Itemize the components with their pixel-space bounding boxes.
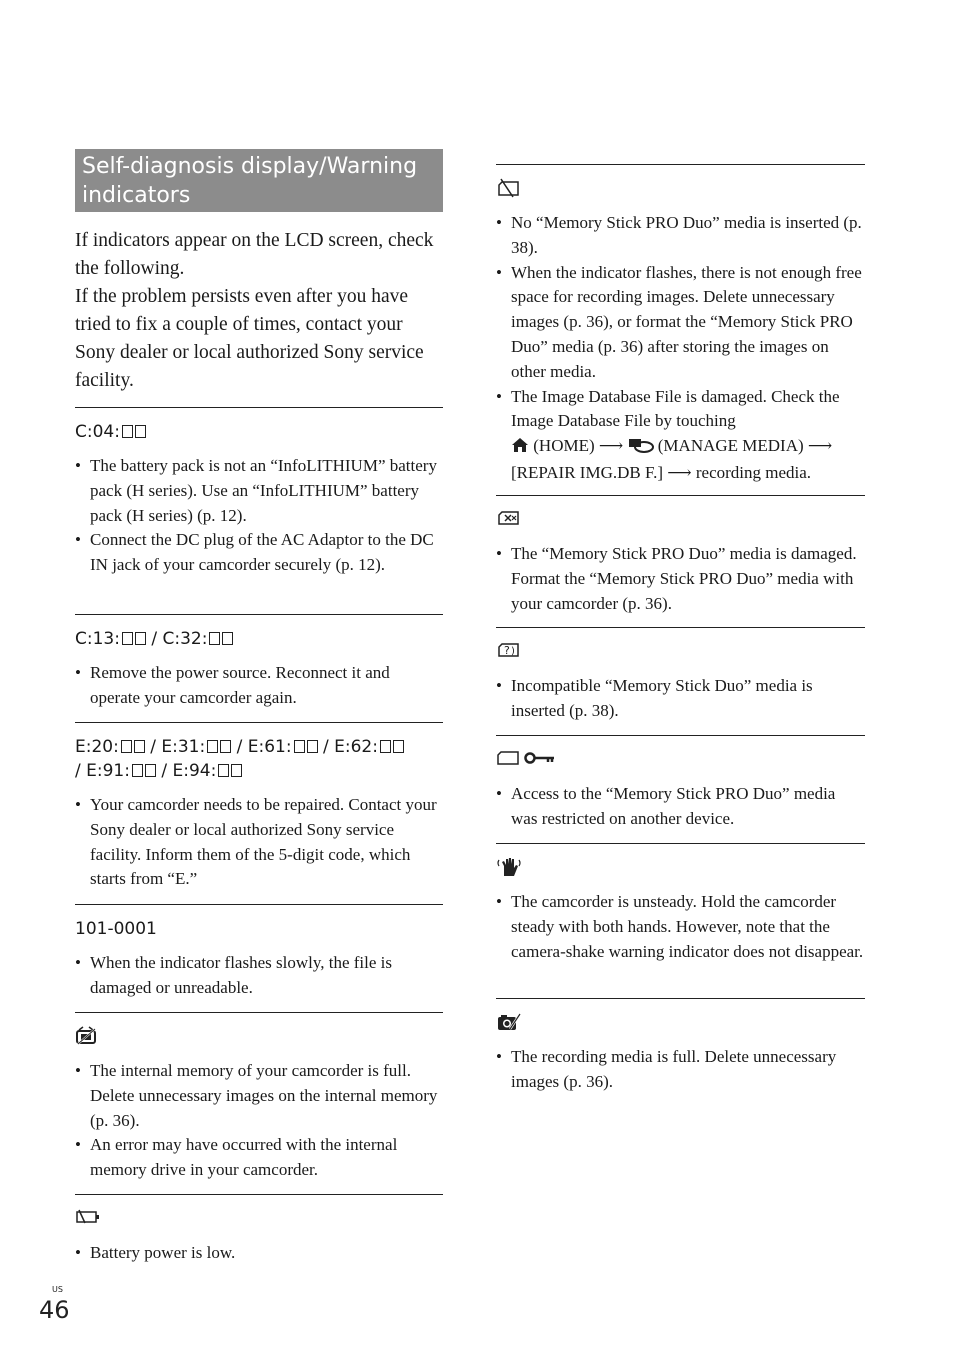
section-media-full bbox=[496, 998, 865, 1095]
list-item: • No “Memory Stick PRO Duo” media is inserted (p. 38). bbox=[496, 211, 865, 261]
section-incompatible-memory-stick bbox=[496, 627, 865, 724]
manage-media-icon bbox=[628, 436, 654, 461]
section-camera-shake bbox=[496, 843, 865, 964]
section-c04 bbox=[75, 407, 443, 578]
list-item: • Your camcorder needs to be repaired. Contact your Sony dealer or local authorized Sony service facility. Inform them of the 5-digit code, which starts from “E.” bbox=[75, 793, 443, 892]
section-battery-low bbox=[75, 1194, 443, 1266]
arrow-right-icon: ⟶ bbox=[598, 436, 624, 456]
intro-text bbox=[75, 227, 443, 395]
section-damaged-memory-stick bbox=[496, 495, 865, 616]
damaged-memory-stick-icon bbox=[496, 508, 865, 532]
section-e-codes bbox=[75, 722, 443, 892]
list-item: • An error may have occurred with the internal memory drive in your camcorder. bbox=[75, 1133, 443, 1183]
error-code-title: C:04: bbox=[75, 420, 443, 444]
camera-shake-warning-icon bbox=[496, 856, 865, 880]
battery-low-icon bbox=[75, 1207, 443, 1231]
section-c13-c32 bbox=[75, 614, 443, 711]
list-item: • The recording media is full. Delete unnecessary images (p. 36). bbox=[496, 1045, 865, 1095]
list-item: • Remove the power source. Reconnect it and operate your camcorder again. bbox=[75, 661, 443, 711]
svg-text:): ) bbox=[511, 646, 515, 657]
no-memory-stick-icon bbox=[496, 177, 865, 201]
error-code-title: C:13: / C:32: bbox=[75, 627, 443, 651]
page-region-label: US bbox=[52, 1285, 63, 1294]
section-no-memory-stick bbox=[496, 164, 865, 486]
internal-memory-warning-icon bbox=[75, 1025, 443, 1049]
list-item: • When the indicator flashes slowly, the file is damaged or unreadable. bbox=[75, 951, 443, 1001]
intro-paragraph: If the problem persists even after you have tried to fix a couple of times, contact your Sony dealer or local authorized Sony service facility. bbox=[75, 286, 424, 391]
error-code-title: E:20: / E:31: / E:61: / E:62: / E:91: / E:94: bbox=[75, 735, 443, 783]
incompatible-memory-stick-icon bbox=[496, 640, 865, 664]
list-item: • Battery power is low. bbox=[75, 1241, 443, 1266]
svg-text:?: ? bbox=[504, 644, 510, 657]
list-item: • The camcorder is unsteady. Hold the camcorder steady with both hands. However, note that the camera-shake warning indicator does not disappear. bbox=[496, 890, 865, 964]
section-internal-memory bbox=[75, 1012, 443, 1183]
page-number: 46 bbox=[39, 1296, 70, 1324]
list-item: • The “Memory Stick PRO Duo” media is damaged. Format the “Memory Stick PRO Duo” media with your camcorder (p. 36). bbox=[496, 542, 865, 616]
list-item: • When the indicator flashes, there is not enough free space for recording images. Delete unnecessary images (p. 36), or format the “Memory Stick PRO Duo” media (p. 36) after storing the images on other media. bbox=[496, 261, 865, 385]
list-item: • The Image Database File is damaged. Check the Image Database File by touching (HOME) ⟶ (MANAGE MEDIA) ⟶ [REPAIR IMG.DB F.] ⟶ recording media. bbox=[496, 385, 865, 486]
list-item: • Connect the DC plug of the AC Adaptor to the DC IN jack of your camcorder securely (p. 12). bbox=[75, 528, 443, 578]
section-101-0001 bbox=[75, 904, 443, 1001]
list-item: • Access to the “Memory Stick PRO Duo” media was restricted on another device. bbox=[496, 782, 865, 832]
section-memory-stick-locked bbox=[496, 735, 865, 832]
home-icon bbox=[511, 436, 529, 461]
memory-stick-locked-icon bbox=[496, 748, 865, 772]
arrow-right-icon: ⟶ bbox=[807, 436, 833, 456]
list-item: • The battery pack is not an “InfoLITHIUM” battery pack (H series). Use an “InfoLITHIUM” battery pack (H series) (p. 12). bbox=[75, 454, 443, 528]
intro-paragraph: If indicators appear on the LCD screen, check the following. bbox=[75, 230, 434, 279]
error-code-title: 101-0001 bbox=[75, 919, 157, 939]
media-full-icon bbox=[496, 1011, 865, 1035]
section-heading: Self-diagnosis display/Warning indicators bbox=[75, 149, 443, 212]
list-item: • The internal memory of your camcorder is full. Delete unnecessary images on the internal memory (p. 36). bbox=[75, 1059, 443, 1133]
list-item: • Incompatible “Memory Stick Duo” media is inserted (p. 38). bbox=[496, 674, 865, 724]
arrow-right-icon: ⟶ bbox=[667, 462, 692, 482]
